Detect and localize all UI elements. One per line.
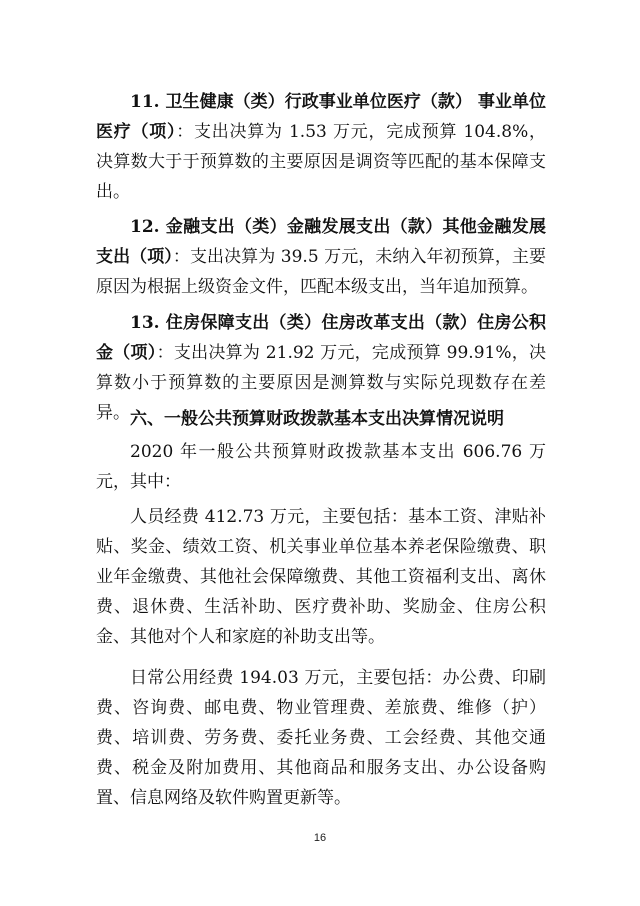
page-number: 16 xyxy=(313,832,327,844)
section-6-intro: 2020 年一般公共预算财政拨款基本支出 606.76 万元，其中： xyxy=(96,442,546,492)
public-expenses-paragraph: 日常公用经费 194.03 万元，主要包括：办公费、印刷费、咨询费、邮电费、物业管理费、差旅费、维修（护）费、培训费、劳务费、委托业务费、工会经费、其他交通费、税金及附加费用、其他商品和服务支出、办公设备购置、信息网络及软件购置更新等。 xyxy=(96,668,546,808)
section-6-title: 六、一般公共预算财政拨款基本支出决算情况说明 xyxy=(130,409,504,429)
item-13-heading: 13. 住房保障支出（类）住房改革支出（款）住房公积金（项） xyxy=(96,313,546,363)
item-12-paragraph xyxy=(96,212,546,302)
item-11-paragraph xyxy=(96,87,546,207)
item-11-heading: 11. 卫生健康（类）行政事业单位医疗（款） 事业单位医疗（项） xyxy=(96,92,546,142)
personnel-expenses-paragraph: 人员经费 412.73 万元，主要包括：基本工资、津贴补贴、奖金、绩效工资、机关事业单位基本养老保险缴费、职业年金缴费、其他社会保障缴费、其他工资福利支出、离休费、退休费、生活补助、医疗费补助、奖励金、住房公积金、其他对个人和家庭的补助支出等。 xyxy=(96,507,546,647)
item-11-body: ：支出决算为 1.53 万元，完成预算 104.8%，决算数大于于预算数的主要原因是调资等匹配的基本保障支出。 xyxy=(96,122,546,202)
item-12-heading: 12. 金融支出（类）金融发展支出（款）其他金融发展支出（项） xyxy=(96,217,546,267)
item-13-body: ：支出决算为 21.92 万元，完成预算 99.91%，决算数小于预算数的主要原因是测算数与实际兑现数存在差异。 xyxy=(96,343,547,423)
item-12-body: ：支出决算为 39.5 万元，未纳入年初预算，主要原因为根据上级资金文件，匹配本级支出，当年追加预算。 xyxy=(96,247,546,297)
